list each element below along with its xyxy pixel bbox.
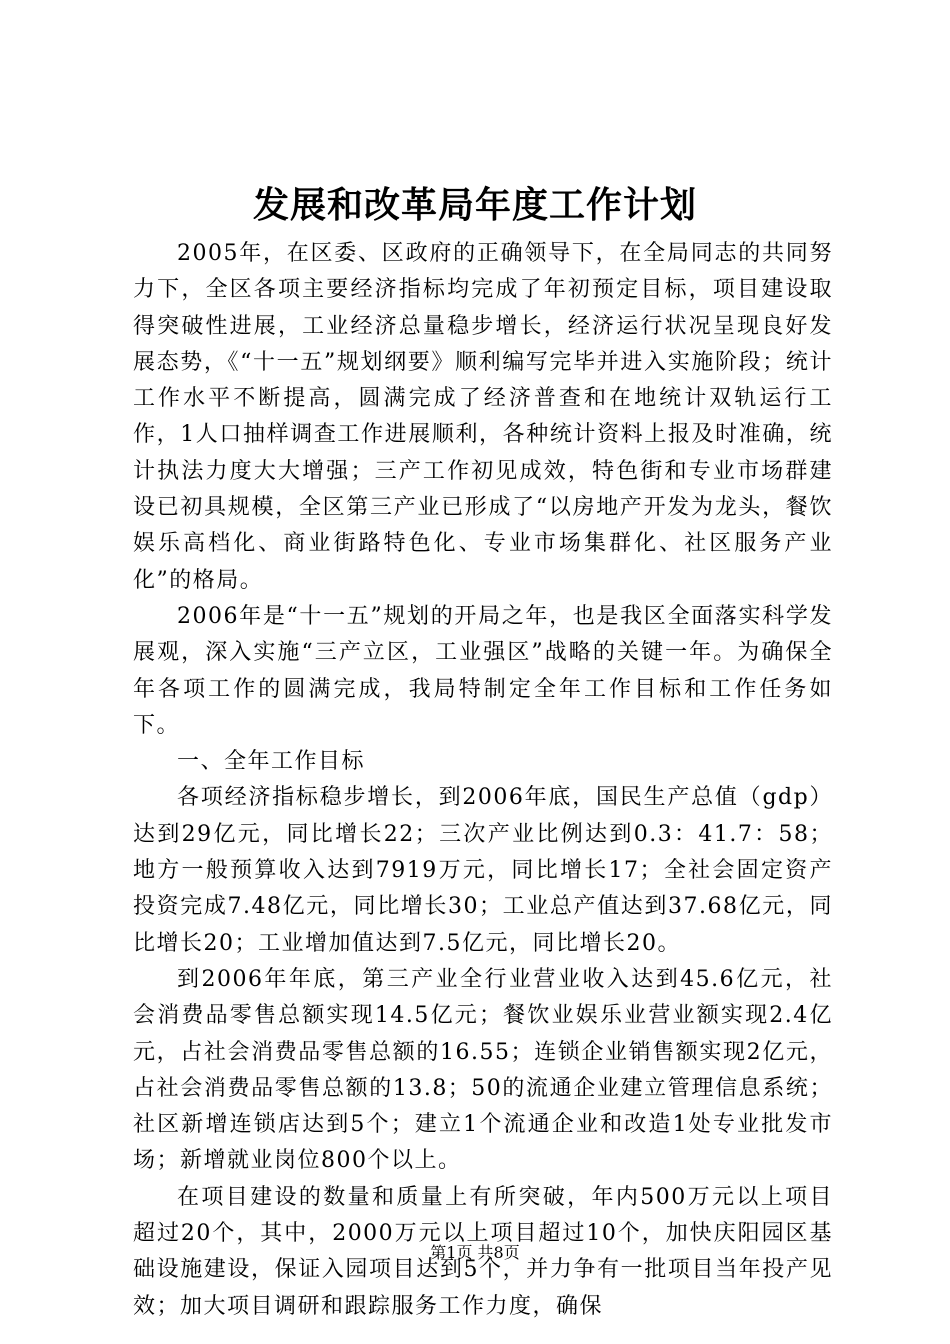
- section-heading: 一、全年工作目标: [177, 749, 366, 775]
- document-body: [133, 236, 833, 1325]
- page-footer: 第1页 共8页: [430, 1243, 520, 1262]
- paragraph: 2005年，在区委、区政府的正确领导下，在全局同志的共同努力下，全区各项主要经济指标均完成了年初预定目标，项目建设取得突破性进展，工业经济总量稳步增长，经济运行状况呈现良好发展态势，《“十一五”规划纲要》顺利编写完毕并进入实施阶段；统计工作水平不断提高，圆满完成了经济普查和在地统计双轨运行工作，1人口抽样调查工作进展顺利，各种统计资料上报及时准确，统计执法力度大大增强；三产工作初见成效，特色街和专业市场群建设已初具规模，全区第三产业已形成了“以房地产开发为龙头，餐饮娱乐高档化、商业街路特色化、专业市场集群化、社区服务产业化”的格局。: [133, 241, 833, 593]
- paragraph: 到2006年年底，第三产业全行业营业收入达到45.6亿元，社会消费品零售总额实现14.5亿元；餐饮业娱乐业营业额实现2.4亿元，占社会消费品零售总额的16.55；连锁企业销售额实现2亿元，占社会消费品零售总额的13.8；50的流通企业建立管理信息系统；社区新增连锁店达到5个；建立1个流通企业和改造1处专业批发市场；新增就业岗位800个以上。: [133, 966, 833, 1174]
- paragraph: 各项经济指标稳步增长，到2006年底，国民生产总值（gdp）达到29亿元，同比增长22；三次产业比例达到0.3：41.7：58；地方一般预算收入达到7919万元，同比增长17；全社会固定资产投资完成7.48亿元，同比增长30；工业总产值达到37.68亿元，同比增长20；工业增加值达到7.5亿元，同比增长20。: [133, 785, 833, 956]
- document-title: 发展和改革局年度工作计划: [252, 184, 697, 226]
- paragraph: 在项目建设的数量和质量上有所突破，年内500万元以上项目超过20个，其中，2000万元以上项目超过10个，加快庆阳园区基础设施建设，保证入园项目达到5个，并力争有一批项目当年投产见效；加大项目调研和跟踪服务工作力度，确保: [133, 1184, 833, 1319]
- paragraph: 2006年是“十一五”规划的开局之年，也是我区全面落实科学发展观，深入实施“三产立区，工业强区”战略的关键一年。为确保全年各项工作的圆满完成，我局特制定全年工作目标和工作任务如下。: [133, 603, 833, 738]
